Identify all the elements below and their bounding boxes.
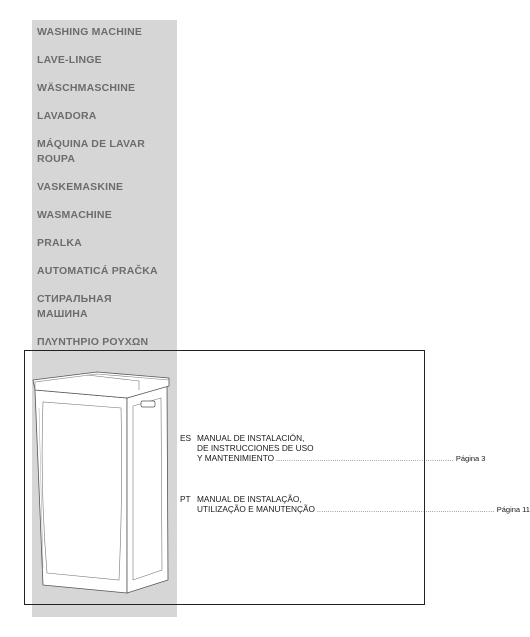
language-title-list (37, 25, 179, 363)
language-title-en: WASHING MACHINE (37, 26, 143, 38)
washing-machine-illustration (27, 368, 175, 596)
language-title-nl: WASMACHINE (37, 209, 112, 221)
manual-page-reference (180, 453, 486, 465)
manual-entry-es (180, 433, 486, 465)
language-title-pl: PRALKA (37, 237, 82, 249)
language-title-da: VASKEMASKINE (37, 181, 124, 193)
language-title-gr: ΠΛΥΝΤΗΡΙΟ ΡΟΥΧΩΝ (37, 336, 149, 348)
machine-front-panel (35, 390, 127, 593)
manual-title: MANUAL DE INSTALACIÓN, DE INSTRUCCIONES DE USO (197, 433, 314, 453)
language-title-de: WÄSCHMASCHINE (37, 82, 136, 94)
language-title-fr: LAVE-LINGE (37, 54, 102, 66)
manual-entry-pt (180, 494, 530, 516)
dot-leader: .................................................................................. (276, 457, 454, 463)
dot-leader: .................................................................................. (317, 508, 495, 514)
language-title-cz: AUTOMATICÁ PRAČKA (37, 265, 158, 277)
language-title-pt: MÁQUINA DE LAVAR ROUPA (37, 138, 145, 165)
manual-title: MANUAL DE INSTALAÇÃO, (197, 494, 302, 504)
manual-page-number: Página 11 (496, 505, 530, 514)
language-title-es: LAVADORA (37, 110, 97, 122)
manual-title-last-line: Y MANTENIMIENTO (197, 453, 275, 463)
manual-index (180, 433, 530, 516)
manual-page-number: Página 3 (455, 454, 486, 463)
manual-language-code: PT (180, 494, 191, 504)
machine-control-knob (141, 401, 155, 407)
manual-title-last-line: UTILIZAÇÃO E MANUTENÇÃO (197, 504, 316, 514)
language-title-ru: СТИРАЛЬНАЯ МАШИНА (37, 293, 112, 320)
manual-page-reference (180, 504, 530, 516)
manual-language-code: ES (180, 433, 192, 443)
